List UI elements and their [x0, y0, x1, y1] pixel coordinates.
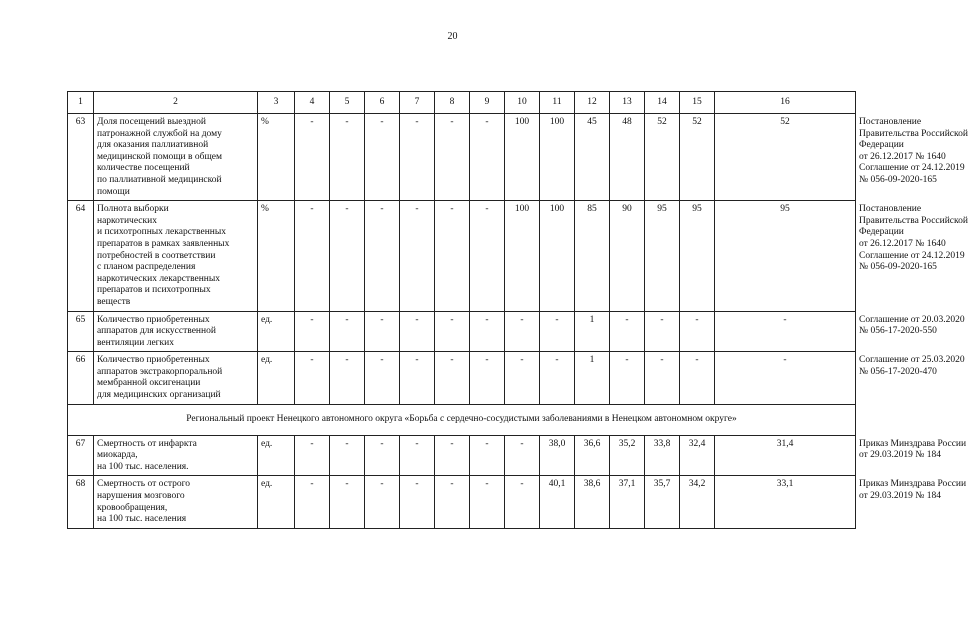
- value-cell: -: [470, 114, 505, 201]
- value-cell: -: [435, 435, 470, 476]
- unit-cell: %: [258, 114, 295, 201]
- column-number-row: [68, 92, 856, 114]
- value-cell: -: [505, 352, 540, 404]
- value-cell: 33,1: [715, 476, 856, 528]
- value-cell: -: [400, 352, 435, 404]
- indicator-name-line: Количество приобретенных: [97, 355, 210, 366]
- value-cell: -: [295, 476, 330, 528]
- indicator-name-line: наркотических лекарственных: [97, 273, 221, 284]
- indicator-name-line: для медицинских организаций: [97, 390, 221, 401]
- value-cell: 100: [505, 114, 540, 201]
- table-row: 66 Количество приобретенных аппаратов экстракорпоральной мембранной оксигенации для медицинских организаций ед. - - - - - - - - 1 - - - - Соглашение от 25.03.2020 № 056-17-2020-470: [68, 352, 856, 404]
- value-cell: -: [330, 114, 365, 201]
- value-cell: -: [330, 476, 365, 528]
- value-cell: 95: [715, 201, 856, 311]
- column-number-cell: 12: [575, 92, 610, 114]
- indicator-name-line: на 100 тыс. населения: [97, 514, 187, 525]
- value-cell: 100: [505, 201, 540, 311]
- indicators-table: [67, 91, 968, 529]
- indicator-name-line: наркотических: [97, 215, 157, 226]
- value-cell: 95: [680, 201, 715, 311]
- value-cell: -: [435, 311, 470, 352]
- indicator-name-line: на 100 тыс. населения.: [97, 461, 189, 472]
- indicator-name-line: Полнота выборки: [97, 204, 169, 215]
- value-cell: 52: [715, 114, 856, 201]
- indicator-name-line: по паллиативной медицинской: [97, 174, 222, 185]
- column-number-cell: 6: [365, 92, 400, 114]
- value-cell: -: [435, 114, 470, 201]
- section-title: Региональный проект Ненецкого автономного округа «Борьба с сердечно-сосудистыми заболеваниями в Ненецком автономном округе»: [68, 404, 856, 435]
- row-number: 63: [68, 114, 94, 201]
- row-number: 68: [68, 476, 94, 528]
- indicator-name-line: патронажной службой на дому: [97, 128, 222, 139]
- value-cell: -: [470, 435, 505, 476]
- value-cell: -: [400, 476, 435, 528]
- column-number-cell: 3: [258, 92, 295, 114]
- indicator-name-line: для оказания паллиативной: [97, 140, 209, 151]
- column-number-cell: 14: [645, 92, 680, 114]
- value-cell: -: [400, 435, 435, 476]
- value-cell: -: [540, 311, 575, 352]
- value-cell: 100: [540, 201, 575, 311]
- indicator-name-line: веществ: [97, 296, 131, 307]
- value-cell: -: [470, 476, 505, 528]
- column-number-cell: 4: [295, 92, 330, 114]
- indicator-name: [94, 114, 258, 201]
- value-cell: -: [645, 352, 680, 404]
- value-cell: 35,7: [645, 476, 680, 528]
- column-number-cell: 7: [400, 92, 435, 114]
- unit-cell: ед.: [258, 311, 295, 352]
- unit-cell: ед.: [258, 352, 295, 404]
- row-number: 66: [68, 352, 94, 404]
- value-cell: -: [715, 311, 856, 352]
- column-number-cell: 16: [715, 92, 856, 114]
- unit-cell: ед.: [258, 476, 295, 528]
- value-cell: 37,1: [610, 476, 645, 528]
- value-cell: 1: [575, 352, 610, 404]
- value-cell: 36,6: [575, 435, 610, 476]
- indicator-name-line: аппаратов экстракорпоральной: [97, 366, 223, 377]
- column-number-cell: 8: [435, 92, 470, 114]
- value-cell: -: [505, 476, 540, 528]
- value-cell: -: [610, 311, 645, 352]
- value-cell: -: [365, 114, 400, 201]
- value-cell: -: [330, 201, 365, 311]
- value-cell: -: [365, 201, 400, 311]
- unit-cell: %: [258, 201, 295, 311]
- column-number-cell: 15: [680, 92, 715, 114]
- value-cell: 40,1: [540, 476, 575, 528]
- table-row: 67 Смертность от инфаркта миокарда, на 100 тыс. населения. ед. - - - - - - - 38,0 36,6 35,2 33,8 32,4 31,4 Приказ Минздрава России от 29.03.2019 № 184: [68, 435, 856, 476]
- value-cell: -: [680, 311, 715, 352]
- row-number: 64: [68, 201, 94, 311]
- indicator-name-line: количестве посещений: [97, 163, 190, 174]
- indicator-name-line: Доля посещений выездной: [97, 117, 206, 127]
- value-cell: 90: [610, 201, 645, 311]
- unit-cell: ед.: [258, 435, 295, 476]
- table-body: [68, 92, 968, 529]
- value-cell: 32,4: [680, 435, 715, 476]
- value-cell: -: [505, 435, 540, 476]
- column-number-cell: 5: [330, 92, 365, 114]
- indicator-name-line: аппаратов для искусственной: [97, 326, 216, 337]
- value-cell: -: [610, 352, 645, 404]
- column-number-cell: 11: [540, 92, 575, 114]
- column-number-cell: 13: [610, 92, 645, 114]
- value-cell: -: [365, 352, 400, 404]
- table-row: 68 Смертность от острого нарушения мозгового кровообращения, на 100 тыс. населения ед. - - - - - - - 40,1 38,6 37,1 35,7 34,2 33,1 Приказ Минздрава России от 29.03.2019 № 184: [68, 476, 856, 528]
- value-cell: -: [330, 352, 365, 404]
- value-cell: -: [400, 201, 435, 311]
- value-cell: -: [295, 311, 330, 352]
- value-cell: 48: [610, 114, 645, 201]
- column-number-cell: 2: [94, 92, 258, 114]
- indicator-name-line: с планом распределения: [97, 262, 196, 273]
- value-cell: 34,2: [680, 476, 715, 528]
- value-cell: 45: [575, 114, 610, 201]
- table-row: 64 Полнота выборки наркотических и психотропных лекарственных препаратов в рамках заявленных потребностей в соответствии с планом распределения наркотических лекарственных препаратов и психотропных веществ % - - - - - - 100 100 85 90 95 95 95 Постановление Правительства Российской Федерации от 26.12.2017 № 1640 Соглашение от 24.12.2019 № 056-09-2020-165: [68, 201, 856, 311]
- column-number-cell: 1: [68, 92, 94, 114]
- page-number: 20: [447, 31, 458, 42]
- value-cell: -: [295, 114, 330, 201]
- row-number: 65: [68, 311, 94, 352]
- value-cell: 52: [680, 114, 715, 201]
- value-cell: 85: [575, 201, 610, 311]
- indicator-name-line: и психотропных лекарственных: [97, 227, 227, 238]
- value-cell: -: [330, 435, 365, 476]
- value-cell: -: [295, 435, 330, 476]
- indicator-name-line: вентиляции легких: [97, 337, 175, 348]
- value-cell: 35,2: [610, 435, 645, 476]
- value-cell: 38,6: [575, 476, 610, 528]
- column-number-cell: 9: [470, 92, 505, 114]
- indicator-name: [94, 435, 258, 476]
- indicator-name-line: препаратов и психотропных: [97, 285, 211, 296]
- indicator-name-line: нарушения мозгового: [97, 491, 185, 502]
- value-cell: -: [435, 476, 470, 528]
- value-cell: -: [400, 114, 435, 201]
- value-cell: -: [330, 311, 365, 352]
- table-row: 65 Количество приобретенных аппаратов для искусственной вентиляции легких ед. - - - - - - - - 1 - - - - Соглашение от 20.03.2020 № 056-17-2020-550: [68, 311, 856, 352]
- value-cell: -: [365, 476, 400, 528]
- indicator-name-line: помощи: [97, 186, 130, 197]
- indicator-name-line: Смертность от острого: [97, 479, 191, 490]
- value-cell: -: [540, 352, 575, 404]
- value-cell: 52: [645, 114, 680, 201]
- indicator-name-line: потребностей в соответствии: [97, 250, 216, 261]
- indicator-name-line: мембранной оксигенации: [97, 378, 201, 389]
- value-cell: -: [645, 311, 680, 352]
- value-cell: 1: [575, 311, 610, 352]
- value-cell: -: [400, 311, 435, 352]
- value-cell: -: [295, 201, 330, 311]
- indicator-name: [94, 201, 258, 311]
- value-cell: -: [680, 352, 715, 404]
- value-cell: -: [470, 201, 505, 311]
- indicator-name-line: кровообращения,: [97, 502, 168, 513]
- value-cell: -: [365, 435, 400, 476]
- value-cell: -: [365, 311, 400, 352]
- indicator-name-line: препаратов в рамках заявленных: [97, 238, 230, 249]
- value-cell: 38,0: [540, 435, 575, 476]
- value-cell: -: [505, 311, 540, 352]
- indicator-name-line: медицинской помощи в общем: [97, 151, 223, 162]
- column-number-cell: 10: [505, 92, 540, 114]
- value-cell: -: [295, 352, 330, 404]
- indicator-name: [94, 476, 258, 528]
- value-cell: -: [435, 352, 470, 404]
- indicator-name-line: Смертность от инфаркта: [97, 438, 197, 449]
- indicator-name: [94, 311, 258, 352]
- table-row: 63 Доля посещений выездной патронажной службой на дому для оказания паллиативной медицинской помощи в общем количестве посещений по паллиативной медицинской помощи % - - - - - - 100 100 45 48 52 52 52 Постановление Правительства Российской Федерации от 26.12.2017 № 1640 Соглашение от 24.12.2019 № 056-09-2020-165: [68, 114, 856, 201]
- value-cell: 33,8: [645, 435, 680, 476]
- value-cell: -: [470, 352, 505, 404]
- value-cell: 31,4: [715, 435, 856, 476]
- indicator-name-line: миокарда,: [97, 450, 138, 461]
- value-cell: -: [435, 201, 470, 311]
- indicator-name: [94, 352, 258, 404]
- indicator-name-line: Количество приобретенных: [97, 314, 210, 325]
- value-cell: 95: [645, 201, 680, 311]
- section-row: [68, 404, 856, 435]
- value-cell: -: [715, 352, 856, 404]
- value-cell: 100: [540, 114, 575, 201]
- row-number: 67: [68, 435, 94, 476]
- value-cell: -: [470, 311, 505, 352]
